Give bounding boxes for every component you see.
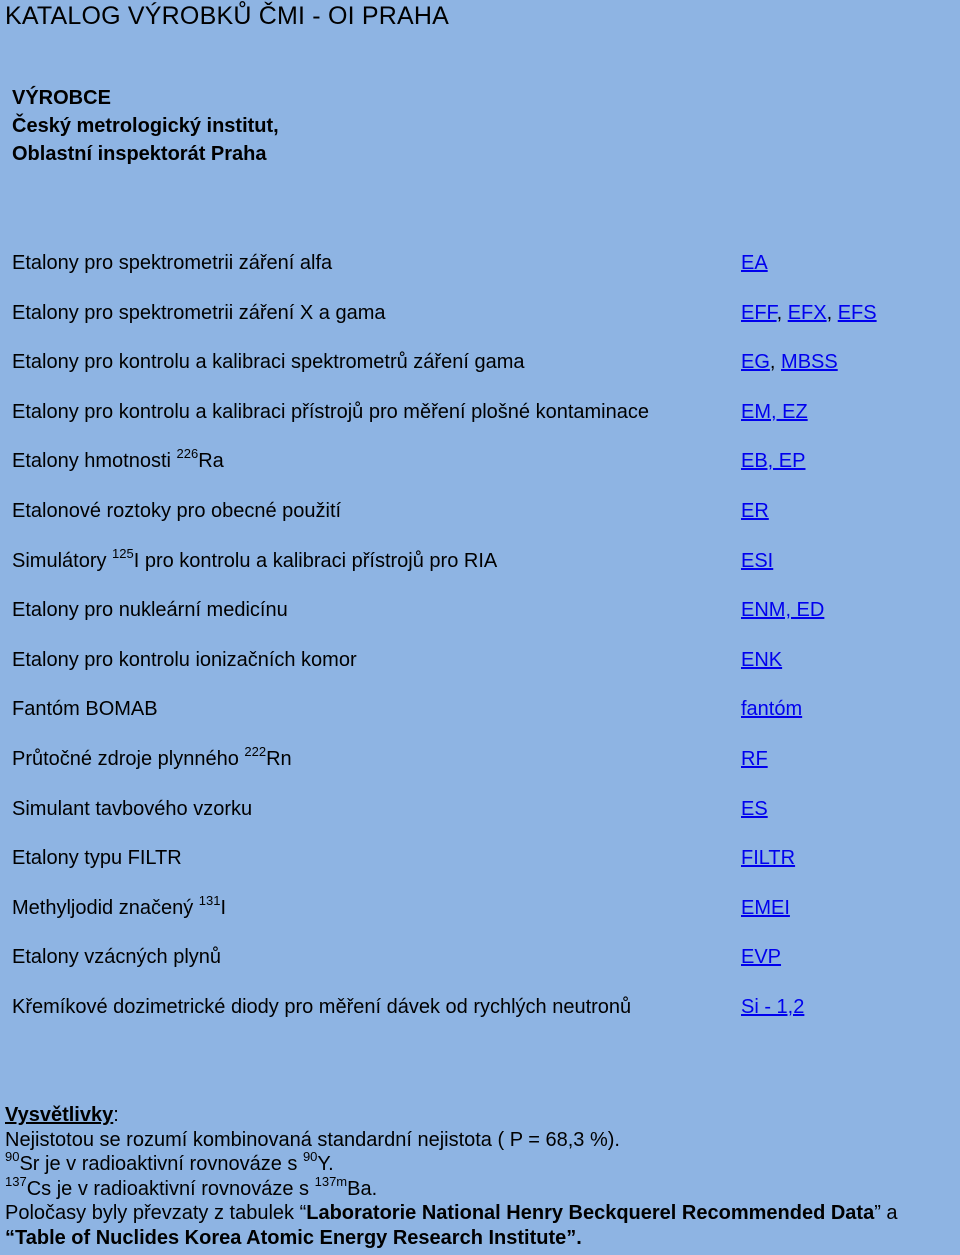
product-label-text: Methyljodid značený xyxy=(12,896,199,919)
product-codes xyxy=(741,944,781,970)
product-label-text: Etalony hmotnosti xyxy=(12,450,177,473)
product-code-link[interactable]: EFX xyxy=(787,301,827,324)
product-codes xyxy=(741,498,769,524)
product-label-suffix: Rn xyxy=(266,747,292,770)
producer-line-2: Oblastní inspektorát Praha xyxy=(12,143,267,165)
note-source-lnhb: Laboratorie National Henry Beckquerel Recommended Data xyxy=(306,1202,875,1224)
product-codes xyxy=(741,548,773,574)
notes-heading-line xyxy=(5,1103,960,1128)
product-row xyxy=(12,892,960,945)
product-row xyxy=(12,545,960,598)
product-code-link[interactable]: ER xyxy=(741,499,769,522)
product-label xyxy=(12,647,357,673)
product-codes xyxy=(741,895,790,921)
product-row xyxy=(12,597,960,647)
isotope-mass-number: 222 xyxy=(244,743,267,759)
product-codes xyxy=(741,300,877,326)
page-title: KATALOG VÝROBKŮ ČMI - OI PRAHA xyxy=(5,2,450,30)
product-row xyxy=(12,300,960,350)
note-ba-mass: 137m xyxy=(314,1173,348,1189)
note-halflife-text: Poločasy byly převzaty z tabulek “ xyxy=(5,1202,307,1224)
product-codes xyxy=(741,746,768,772)
note-cs-ba xyxy=(5,1173,960,1202)
isotope-mass-number: 226 xyxy=(176,446,199,462)
note-sr-y xyxy=(5,1149,960,1177)
isotope-mass-number: 131 xyxy=(198,892,221,908)
product-codes xyxy=(741,399,808,425)
product-label xyxy=(12,448,224,474)
product-label-text: Etalony pro nukleární medicínu xyxy=(12,599,288,622)
producer-line-1: Český metrologický institut, xyxy=(12,115,279,137)
product-code-link[interactable]: EFS xyxy=(837,301,877,324)
product-row xyxy=(12,498,960,548)
notes-heading-colon: : xyxy=(113,1104,119,1126)
product-row xyxy=(12,845,960,895)
note-ba-text: Ba. xyxy=(347,1177,378,1200)
product-label xyxy=(12,743,292,772)
product-row xyxy=(12,349,960,399)
product-code-link[interactable]: fantóm xyxy=(741,698,803,721)
product-code-link[interactable]: ENM, ED xyxy=(741,599,825,622)
product-label-suffix: I xyxy=(220,896,227,919)
product-code-link[interactable]: MBSS xyxy=(781,351,838,374)
product-label xyxy=(12,300,386,326)
code-separator: , xyxy=(826,301,838,324)
product-label xyxy=(12,545,498,574)
product-codes xyxy=(741,250,768,276)
product-label xyxy=(12,845,182,871)
product-codes xyxy=(741,796,768,822)
product-label xyxy=(12,597,288,623)
code-separator: , xyxy=(769,351,782,374)
product-label-text: Etalony vzácných plynů xyxy=(12,946,222,969)
product-row xyxy=(12,743,960,796)
product-label xyxy=(12,399,649,425)
product-row xyxy=(12,647,960,697)
product-row xyxy=(12,399,960,449)
product-label-text: Průtočné zdroje plynného xyxy=(12,747,245,770)
product-row xyxy=(12,448,960,498)
product-label xyxy=(12,994,631,1020)
product-label-text: Simulant tavbového vzorku xyxy=(12,797,253,820)
code-separator: , xyxy=(776,301,788,324)
product-code-link[interactable]: EVP xyxy=(741,946,782,969)
product-label xyxy=(12,892,227,921)
product-row xyxy=(12,250,960,300)
note-sr-text: Sr je v radioaktivní rovnováze s xyxy=(19,1153,303,1175)
note-halflife-source xyxy=(5,1201,960,1226)
product-label xyxy=(12,349,524,375)
product-label-suffix: Ra xyxy=(198,450,224,473)
notes-block xyxy=(5,1103,960,1250)
product-code-link[interactable]: ENK xyxy=(741,648,783,671)
product-codes xyxy=(741,597,824,623)
product-label-text: Etalony pro spektrometrii záření X a gama xyxy=(12,301,386,324)
product-label-suffix: I pro kontrolu a kalibraci přístrojů pro RIA xyxy=(133,549,498,572)
note-sr-mass: 90 xyxy=(5,1149,20,1164)
product-label-text: Fantóm BOMAB xyxy=(12,698,158,721)
product-label xyxy=(12,696,158,722)
product-label-text: Křemíkové dozimetrické diody pro měření dávek od rychlých neutronů xyxy=(12,995,632,1018)
product-code-link[interactable]: EM, EZ xyxy=(741,400,808,423)
product-code-link[interactable]: EA xyxy=(741,252,768,274)
note-y-text: Y. xyxy=(317,1153,334,1175)
producer-heading: VÝROBCE xyxy=(12,87,111,109)
product-row xyxy=(12,944,960,994)
product-row xyxy=(12,994,960,1044)
product-list xyxy=(12,250,960,1044)
note-cs-text: Cs je v radioaktivní rovnováze s xyxy=(26,1177,315,1200)
product-label-text: Etalonové roztoky pro obecné použití xyxy=(12,499,342,522)
note-source-kaeri: “Table of Nuclides Korea Atomic Energy Research Institute”. xyxy=(5,1226,582,1249)
isotope-mass-number: 125 xyxy=(112,545,134,561)
product-label xyxy=(12,250,332,276)
product-label-text: Etalony typu FILTR xyxy=(12,847,182,870)
product-row xyxy=(12,696,960,746)
product-codes xyxy=(741,696,802,722)
product-row xyxy=(12,796,960,846)
product-label-text: Etalony pro kontrolu ionizačních komor xyxy=(12,648,357,671)
product-label xyxy=(12,796,252,822)
product-label-text: Etalony pro kontrolu a kalibraci spektrometrů záření gama xyxy=(12,351,525,374)
note-cs-mass: 137 xyxy=(5,1173,27,1189)
product-code-link[interactable]: EFF xyxy=(741,301,777,324)
product-code-link[interactable]: EG xyxy=(741,351,770,374)
product-label xyxy=(12,944,221,970)
product-codes xyxy=(741,349,838,375)
product-label-text: Etalony pro spektrometrii záření alfa xyxy=(12,252,333,274)
product-code-link[interactable]: ESI xyxy=(741,549,774,572)
product-code-link[interactable]: Si - 1,2 xyxy=(741,995,805,1018)
product-codes xyxy=(741,647,782,673)
product-code-link[interactable]: ES xyxy=(741,797,768,820)
note-y-mass: 90 xyxy=(302,1149,318,1164)
producer-block xyxy=(12,84,279,168)
product-codes xyxy=(741,448,805,474)
product-code-link[interactable]: FILTR xyxy=(741,847,796,870)
note-uncertainty: Nejistotou se rozumí kombinovaná standardní nejistota ( P = 68,3 %). xyxy=(5,1128,620,1151)
product-label-text: Etalony pro kontrolu a kalibraci přístrojů pro měření plošné kontaminace xyxy=(12,400,649,423)
product-label xyxy=(12,498,341,524)
product-label-text: Simulátory xyxy=(12,549,113,572)
product-codes xyxy=(741,845,795,871)
product-code-link[interactable]: EMEI xyxy=(741,896,790,919)
note-source-kaeri-line xyxy=(5,1226,960,1251)
product-codes xyxy=(741,994,804,1020)
product-code-link[interactable]: EB, EP xyxy=(741,450,806,473)
note-halflife-tail: ” a xyxy=(874,1202,898,1224)
product-code-link[interactable]: RF xyxy=(741,747,768,770)
notes-heading: Vysvětlivky xyxy=(5,1104,114,1126)
